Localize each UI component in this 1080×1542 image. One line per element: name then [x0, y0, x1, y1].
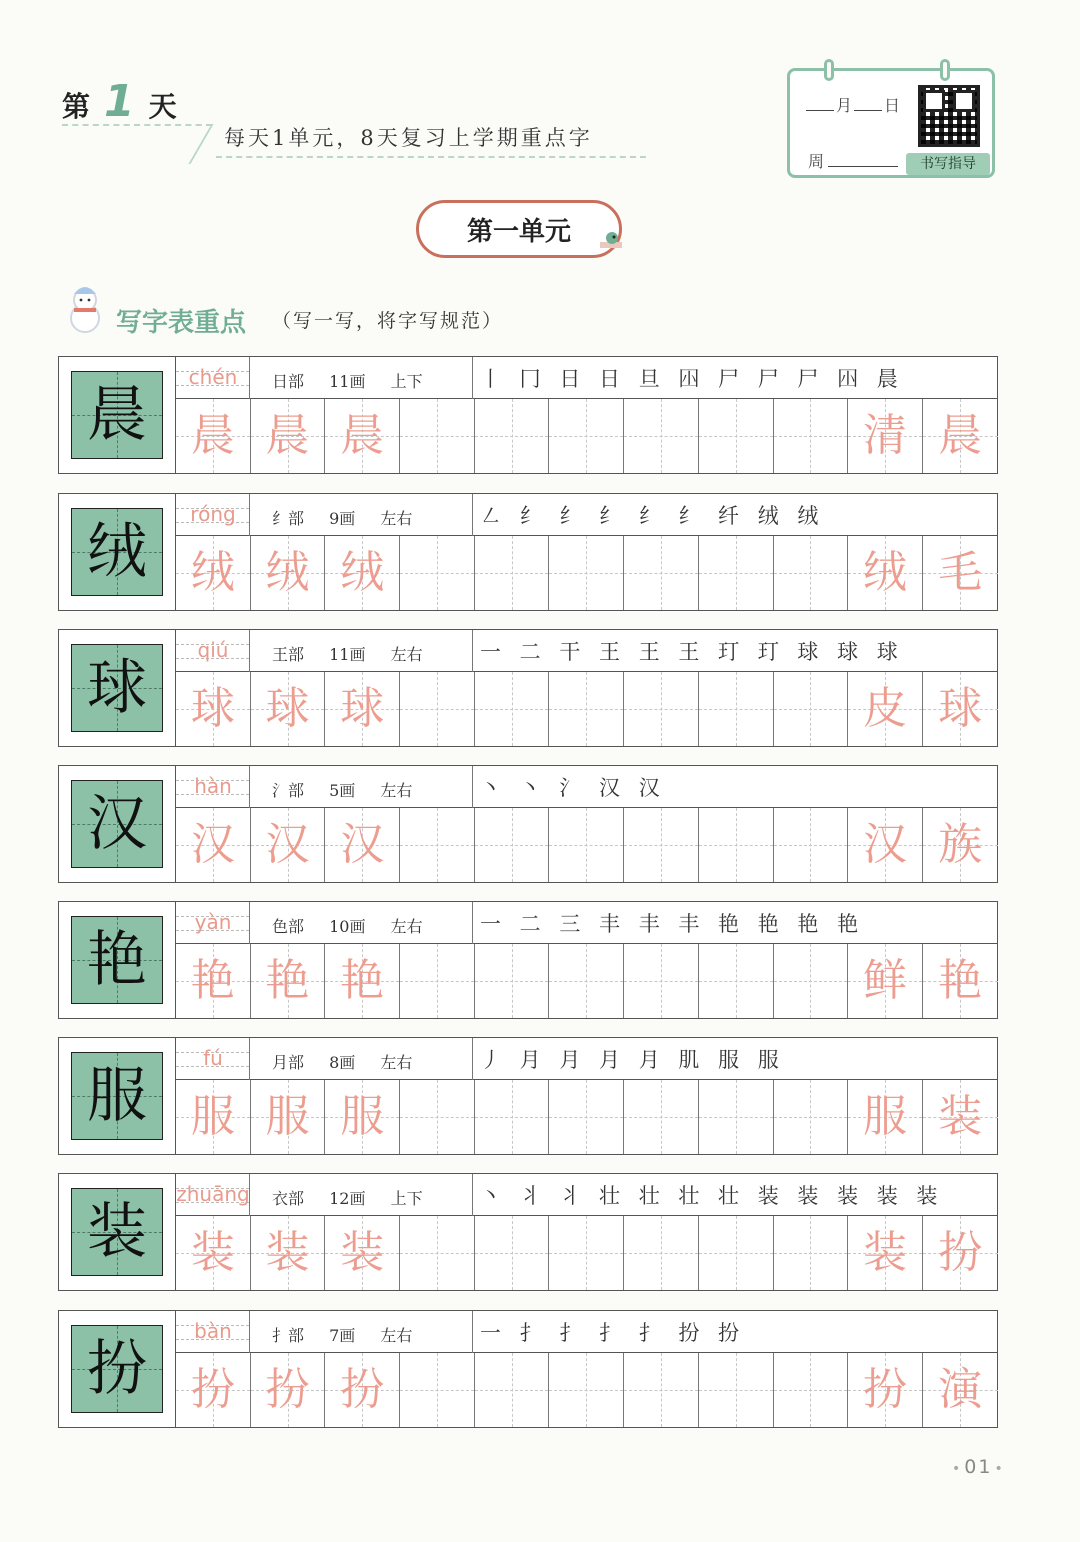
writing-cell: [848, 399, 923, 473]
writing-cell: [176, 1353, 251, 1427]
structure: 左右: [380, 781, 413, 800]
writing-cell: [923, 1080, 998, 1154]
trace-char: 装: [265, 1227, 310, 1278]
writing-cell[interactable]: [475, 536, 550, 610]
model-char: 艳: [87, 925, 147, 995]
radical: 月部: [272, 1053, 305, 1072]
char-info-line: [176, 1174, 998, 1216]
pinyin: hàn: [194, 774, 232, 798]
trace-char: 艳: [190, 955, 235, 1006]
bird-icon: [598, 230, 624, 252]
writing-cell[interactable]: [699, 1080, 774, 1154]
writing-cell: [923, 1216, 998, 1290]
writing-cell[interactable]: [774, 672, 849, 746]
char-info-line: [176, 766, 998, 808]
stroke-count: 5画: [329, 781, 356, 800]
writing-cell: [923, 536, 998, 610]
writing-cell[interactable]: [774, 1080, 849, 1154]
binder-ring-icon: [940, 59, 950, 81]
writing-cell[interactable]: [624, 1353, 699, 1427]
char-meta: [272, 778, 432, 801]
writing-cell[interactable]: [400, 1216, 475, 1290]
model-char: 汉: [87, 789, 147, 859]
writing-cells: [176, 1216, 998, 1290]
unit-title: [416, 200, 622, 258]
word-char: 演: [938, 1364, 983, 1415]
writing-cell: [251, 672, 326, 746]
writing-cell[interactable]: [400, 1080, 475, 1154]
writing-cells: [176, 944, 998, 1018]
model-char: 绒: [87, 517, 147, 587]
page-number: • 01 •: [950, 1456, 1007, 1478]
stroke-count: 11画: [329, 372, 366, 391]
writing-cell[interactable]: [774, 1216, 849, 1290]
writing-cell: [325, 944, 400, 1018]
writing-cell: [176, 399, 251, 473]
practice-row: [58, 356, 998, 474]
writing-cells: [176, 536, 998, 610]
writing-cell[interactable]: [549, 808, 624, 882]
writing-cell[interactable]: [475, 672, 550, 746]
trace-char: 装: [340, 1227, 385, 1278]
trace-char: 服: [190, 1091, 235, 1142]
model-char-cell: [71, 1325, 163, 1413]
day-prefix: 第: [62, 90, 91, 123]
date-fill-line[interactable]: [804, 93, 900, 116]
writing-cell[interactable]: [549, 944, 624, 1018]
practice-row: [58, 629, 998, 747]
writing-cell[interactable]: [400, 808, 475, 882]
writing-cell: [923, 672, 998, 746]
writing-cell: [848, 1216, 923, 1290]
day-suffix: 天: [148, 90, 177, 123]
practice-row: [58, 1310, 998, 1428]
writing-cell: [325, 1216, 400, 1290]
writing-cell[interactable]: [549, 399, 624, 473]
stroke-count: 10画: [329, 917, 366, 936]
stroke-order: 丿 月 月 月 月 肌 服 服: [480, 1048, 785, 1072]
day-number: 1: [104, 76, 135, 127]
model-char-cell: [71, 1052, 163, 1140]
stroke-count: 12画: [329, 1189, 366, 1208]
writing-cells: [176, 808, 998, 882]
char-info-line: [176, 1311, 998, 1353]
writing-cell[interactable]: [475, 399, 550, 473]
writing-cell: [251, 808, 326, 882]
writing-cell[interactable]: [624, 808, 699, 882]
trace-char: 服: [265, 1091, 310, 1142]
writing-cell: [848, 1353, 923, 1427]
month-label: 月: [836, 96, 853, 115]
word-char: 清: [863, 410, 908, 461]
writing-cell: [176, 1080, 251, 1154]
practice-row: [58, 493, 998, 611]
meta-divider: [472, 1311, 473, 1353]
meta-divider: [472, 1038, 473, 1080]
writing-cell[interactable]: [400, 672, 475, 746]
writing-cell: [848, 1080, 923, 1154]
meta-divider: [472, 630, 473, 672]
word-char: 装: [863, 1227, 908, 1278]
trace-char: 汉: [190, 819, 235, 870]
stroke-order: 丶 丶 氵 汉 汉: [480, 776, 666, 800]
pinyin: chén: [188, 365, 238, 389]
structure: 左右: [380, 509, 413, 528]
trace-char: 艳: [340, 955, 385, 1006]
meta-divider: [472, 766, 473, 808]
writing-cell: [251, 944, 326, 1018]
stroke-order: 丶 丬 丬 壮 壮 壮 壮 装 装 装 装 装: [480, 1184, 944, 1208]
practice-grid: [175, 357, 997, 473]
writing-cell[interactable]: [475, 1216, 550, 1290]
structure: 上下: [390, 372, 423, 391]
writing-cell[interactable]: [549, 1353, 624, 1427]
trace-char: 晨: [265, 410, 310, 461]
trace-char: 扮: [265, 1364, 310, 1415]
writing-cells: [176, 1080, 998, 1154]
practice-row: [58, 1037, 998, 1155]
practice-grid: [175, 1038, 997, 1154]
model-char-cell: [71, 780, 163, 868]
section-note: （写一写，将字写规范）: [272, 310, 504, 332]
trace-char: 绒: [265, 547, 310, 598]
word-char: 毛: [938, 547, 983, 598]
trace-char: 汉: [265, 819, 310, 870]
model-char-cell: [71, 916, 163, 1004]
writing-cell[interactable]: [774, 808, 849, 882]
stroke-count: 8画: [329, 1053, 356, 1072]
model-char: 扮: [87, 1334, 147, 1404]
trace-char: 艳: [265, 955, 310, 1006]
writing-cells: [176, 399, 998, 473]
word-char: 艳: [938, 955, 983, 1006]
structure: 左右: [390, 645, 423, 664]
pinyin: yàn: [194, 910, 232, 934]
char-meta: [272, 914, 443, 937]
writing-cell[interactable]: [475, 944, 550, 1018]
char-meta: [272, 642, 443, 665]
structure: 左右: [380, 1053, 413, 1072]
trace-char: 装: [190, 1227, 235, 1278]
radical: 衣部: [272, 1189, 305, 1208]
practice-grid: [175, 766, 997, 882]
writing-cell: [251, 536, 326, 610]
day-label: [62, 76, 177, 126]
char-info-line: [176, 902, 998, 944]
meta-divider: [472, 1174, 473, 1216]
char-meta: [272, 1050, 432, 1073]
structure: 左右: [380, 1326, 413, 1345]
week-label: 周: [808, 152, 825, 171]
writing-cell: [848, 536, 923, 610]
practice-row: [58, 901, 998, 1019]
writing-cell: [176, 672, 251, 746]
trace-char: 扮: [190, 1364, 235, 1415]
writing-cell: [848, 808, 923, 882]
word-char: 扮: [938, 1227, 983, 1278]
writing-cell: [325, 1080, 400, 1154]
word-char: 皮: [863, 683, 908, 734]
writing-cell[interactable]: [624, 399, 699, 473]
qr-label: 书写指导: [906, 153, 990, 175]
radical: 色部: [272, 917, 305, 936]
writing-cell: [251, 1080, 326, 1154]
header-divider: [62, 124, 212, 126]
structure: 左右: [390, 917, 423, 936]
writing-cell: [923, 944, 998, 1018]
model-char-cell: [71, 371, 163, 459]
stroke-order: 丨 冂 日 日 旦 𡆧 尸 尸 尸 𡆧 晨: [480, 367, 904, 391]
subtitle-divider: [216, 156, 646, 158]
writing-cell[interactable]: [400, 944, 475, 1018]
writing-cell[interactable]: [549, 536, 624, 610]
practice-grid: [175, 1174, 997, 1290]
writing-cell[interactable]: [624, 944, 699, 1018]
trace-char: 绒: [340, 547, 385, 598]
writing-cell: [325, 399, 400, 473]
writing-cell[interactable]: [475, 1080, 550, 1154]
practice-grid: [175, 630, 997, 746]
writing-cell[interactable]: [774, 944, 849, 1018]
radical: 氵部: [272, 781, 305, 800]
word-char: 鲜: [863, 955, 908, 1006]
practice-grid: [175, 1311, 997, 1427]
writing-cell[interactable]: [699, 944, 774, 1018]
pinyin: róng: [190, 502, 236, 526]
word-char: 汉: [863, 819, 908, 870]
writing-cell[interactable]: [699, 536, 774, 610]
char-info-line: [176, 357, 998, 399]
practice-row: [58, 765, 998, 883]
writing-cell[interactable]: [699, 1353, 774, 1427]
word-char: 扮: [863, 1364, 908, 1415]
day-label-small: 日: [884, 96, 901, 115]
writing-cell[interactable]: [774, 399, 849, 473]
unit-title-text: 第一单元: [466, 216, 571, 247]
writing-cell: [325, 672, 400, 746]
stroke-order: 一 二 干 王 王 王 玎 玎 球 球 球: [480, 640, 904, 664]
radical: 王部: [272, 645, 305, 664]
stroke-order: 一 二 三 丰 丰 丰 艳 艳 艳 艳: [480, 912, 865, 936]
trace-char: 晨: [190, 410, 235, 461]
practice-grid: [175, 494, 997, 610]
writing-cell[interactable]: [475, 808, 550, 882]
char-meta: [272, 1323, 432, 1346]
char-info-line: [176, 494, 998, 536]
writing-cell[interactable]: [699, 672, 774, 746]
qr-code-icon[interactable]: [918, 85, 980, 147]
snowman-icon: [62, 282, 108, 334]
stroke-count: 11画: [329, 645, 366, 664]
writing-cell: [848, 672, 923, 746]
writing-cell: [325, 1353, 400, 1427]
writing-cells: [176, 1353, 998, 1427]
model-char: 晨: [87, 380, 147, 450]
pinyin: fú: [203, 1046, 223, 1070]
char-meta: [272, 1186, 443, 1209]
char-meta: [272, 369, 443, 392]
structure: 上下: [390, 1189, 423, 1208]
practice-row: [58, 1173, 998, 1291]
radical: 日部: [272, 372, 305, 391]
pinyin: zhuāng: [176, 1182, 250, 1206]
writing-cell: [251, 399, 326, 473]
writing-cell[interactable]: [549, 1216, 624, 1290]
trace-char: 服: [340, 1091, 385, 1142]
writing-cell: [251, 1353, 326, 1427]
model-char-cell: [71, 1188, 163, 1276]
writing-cell[interactable]: [400, 536, 475, 610]
writing-cell: [325, 808, 400, 882]
writing-cells: [176, 672, 998, 746]
word-char: 族: [938, 819, 983, 870]
word-char: 绒: [863, 547, 908, 598]
char-info-line: [176, 1038, 998, 1080]
writing-cell[interactable]: [549, 672, 624, 746]
trace-char: 球: [340, 683, 385, 734]
meta-divider: [472, 902, 473, 944]
word-char: 晨: [938, 410, 983, 461]
writing-cell[interactable]: [400, 399, 475, 473]
writing-cell: [923, 808, 998, 882]
model-char: 球: [87, 653, 147, 723]
model-char: 服: [87, 1061, 147, 1131]
stroke-count: 7画: [329, 1326, 356, 1345]
practice-grid: [175, 902, 997, 1018]
binder-ring-icon: [824, 59, 834, 81]
pinyin: qiú: [197, 638, 229, 662]
writing-cell[interactable]: [624, 1216, 699, 1290]
writing-cell[interactable]: [624, 1080, 699, 1154]
writing-cell: [848, 944, 923, 1018]
writing-cell[interactable]: [699, 399, 774, 473]
page-subtitle: 每天1单元，8天复习上学期重点字: [224, 126, 593, 150]
trace-char: 扮: [340, 1364, 385, 1415]
writing-cell[interactable]: [624, 536, 699, 610]
trace-char: 汉: [340, 819, 385, 870]
char-meta: [272, 506, 432, 529]
writing-cell: [176, 536, 251, 610]
writing-cell: [325, 536, 400, 610]
trace-char: 绒: [190, 547, 235, 598]
stroke-count: 9画: [329, 509, 356, 528]
trace-char: 晨: [340, 410, 385, 461]
meta-divider: [472, 494, 473, 536]
pinyin: bàn: [194, 1319, 232, 1343]
trace-char: 球: [265, 683, 310, 734]
section-title: 写字表重点: [116, 308, 247, 338]
writing-cell: [176, 808, 251, 882]
writing-cell[interactable]: [699, 808, 774, 882]
radical: 扌部: [272, 1326, 305, 1345]
word-char: 球: [938, 683, 983, 734]
meta-divider: [472, 357, 473, 399]
writing-cell[interactable]: [699, 1216, 774, 1290]
word-char: 服: [863, 1091, 908, 1142]
writing-cell[interactable]: [774, 1353, 849, 1427]
writing-cell[interactable]: [774, 536, 849, 610]
stroke-order: ㇜ 纟 纟 纟 纟 纟 纤 绒 绒: [480, 504, 825, 528]
model-char-cell: [71, 508, 163, 596]
model-char: 装: [87, 1197, 147, 1267]
writing-cell[interactable]: [624, 672, 699, 746]
writing-cell[interactable]: [400, 1353, 475, 1427]
model-char-cell: [71, 644, 163, 732]
writing-cell[interactable]: [549, 1080, 624, 1154]
writing-cell: [923, 399, 998, 473]
stroke-order: 一 扌 扌 扌 扌 扮 扮: [480, 1321, 746, 1345]
writing-cell: [176, 944, 251, 1018]
date-box: [787, 68, 995, 178]
writing-cell: [251, 1216, 326, 1290]
word-char: 装: [938, 1091, 983, 1142]
radical: 纟部: [272, 509, 305, 528]
writing-cell: [176, 1216, 251, 1290]
char-info-line: [176, 630, 998, 672]
trace-char: 球: [190, 683, 235, 734]
writing-cell[interactable]: [475, 1353, 550, 1427]
writing-cell: [923, 1353, 998, 1427]
week-fill-line[interactable]: [808, 149, 898, 172]
